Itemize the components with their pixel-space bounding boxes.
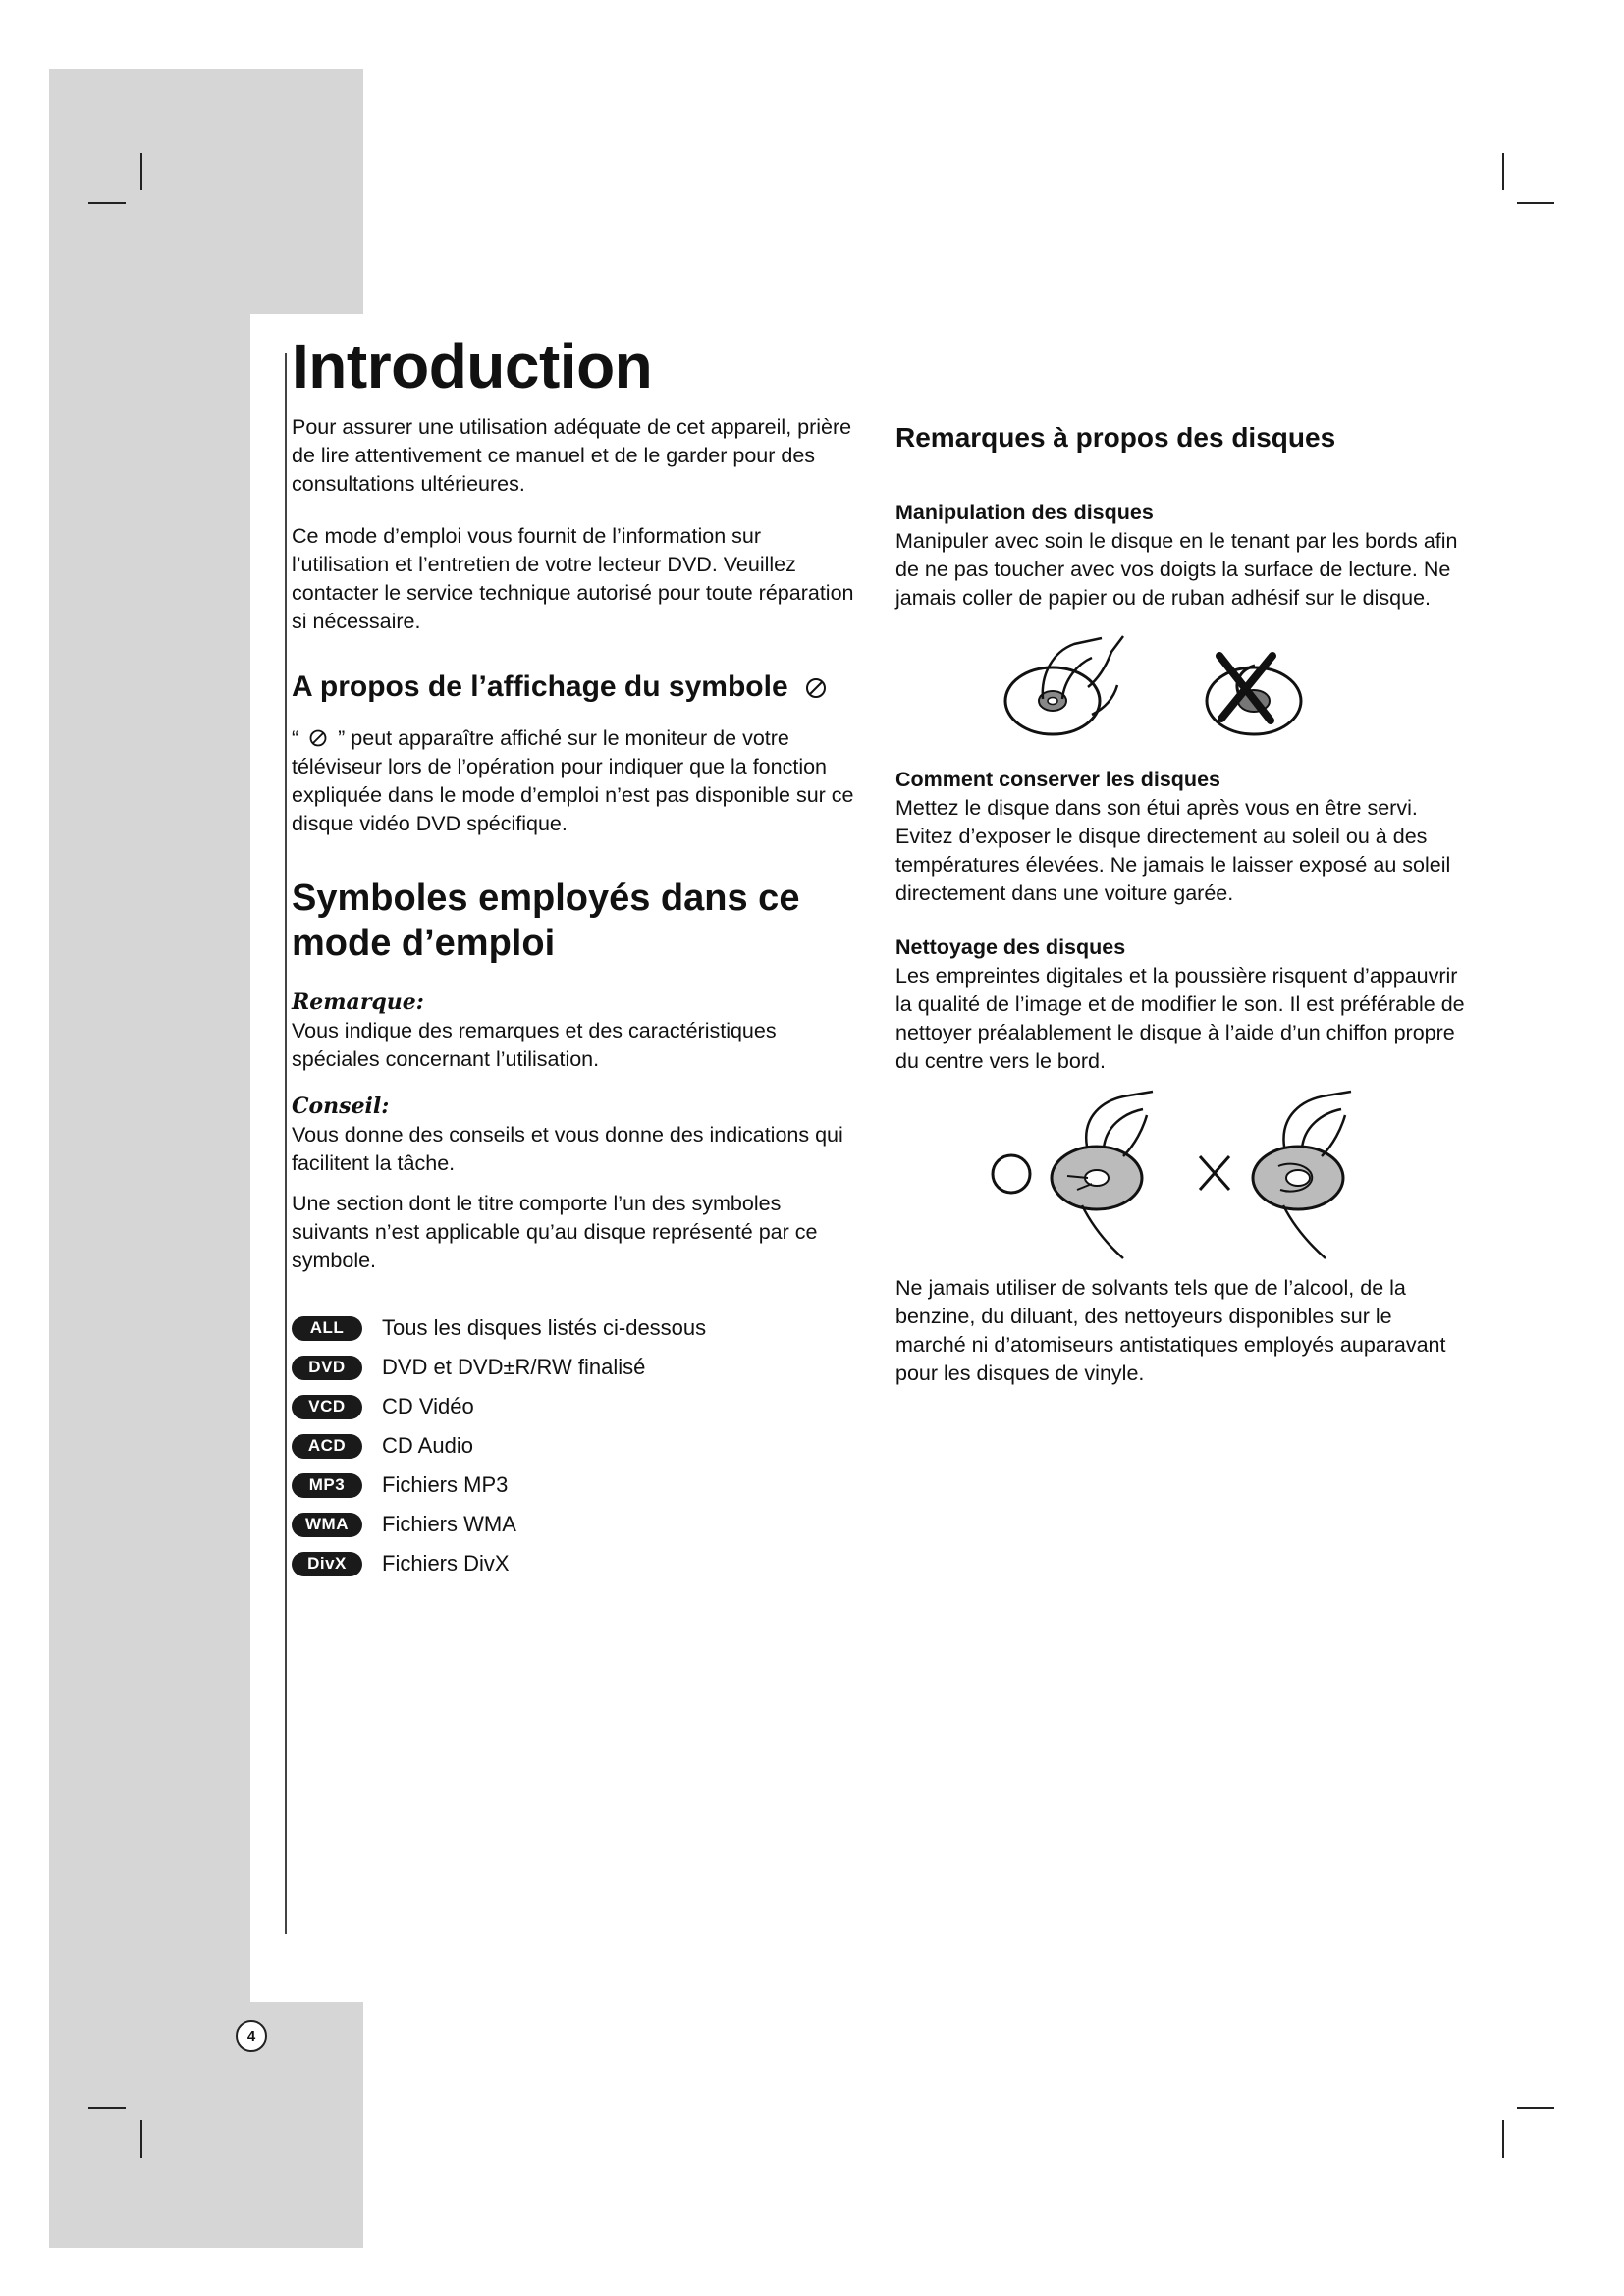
quote-open: “ xyxy=(292,726,299,751)
section-applicability-text: Une section dont le titre comporte l’un des symboles suivants n’est applicable qu’au disque représenté par ce symbole. xyxy=(292,1192,818,1273)
disc-badge: VCD xyxy=(292,1395,362,1419)
symbol-display-heading xyxy=(292,669,856,705)
crop-mark xyxy=(140,153,142,190)
symbol-display-text xyxy=(292,724,856,838)
disc-label: Fichiers DivX xyxy=(382,1551,510,1576)
handling-text: Manipuler avec soin le disque en le tenant par les bords afin de ne pas toucher avec vos doigts la surface de lecture. Ne jamais coller de papier ou de ruban adhésif sur le disque. xyxy=(895,529,1458,610)
margin-band-bottom xyxy=(49,2002,363,2248)
list-item xyxy=(292,1348,856,1387)
prohibited-icon xyxy=(804,676,828,700)
list-item xyxy=(292,1505,856,1544)
crop-mark xyxy=(1517,2107,1554,2109)
cleaning-title: Nettoyage des disques xyxy=(895,935,1126,959)
disc-badge: DivX xyxy=(292,1552,362,1576)
list-item xyxy=(292,1387,856,1426)
symbol-display-heading-text: A propos de l’affichage du symbole xyxy=(292,670,788,704)
left-column-rule xyxy=(285,353,287,1934)
storage-title: Comment conserver les disques xyxy=(895,768,1220,791)
list-item xyxy=(292,1466,856,1505)
disc-badge: MP3 xyxy=(292,1473,362,1498)
tip-title: Conseil: xyxy=(292,1094,390,1120)
left-column xyxy=(292,331,856,1583)
hand-holding-disc-icon xyxy=(1005,636,1123,734)
cleaning-text: Les empreintes digitales et la poussière risquent d’appauvrir la qualité de l’image et de modifier le son. Il est préférable de nettoyer préalablement le disque à l’aide d’un chiffon propre du centre vers le bord. xyxy=(895,964,1465,1073)
crop-mark xyxy=(1502,2120,1504,2158)
margin-band-side xyxy=(49,314,250,2002)
correct-mark-icon xyxy=(993,1155,1030,1193)
disc-label: Tous les disques listés ci-dessous xyxy=(382,1315,707,1341)
margin-band-top xyxy=(49,69,363,314)
disc-label: DVD et DVD±R/RW finalisé xyxy=(382,1355,646,1380)
hand-wiping-disc-circular-icon xyxy=(1253,1092,1351,1258)
intro-paragraph-1: Pour assurer une utilisation adéquate de cet appareil, prière de lire attentivement ce manuel et de le garder pour des consultations ultérieures. xyxy=(292,415,852,497)
remark-title: Remarque: xyxy=(292,989,424,1016)
page-number: 4 xyxy=(236,2020,267,2052)
crop-mark xyxy=(1502,153,1504,190)
disc-symbol-list xyxy=(292,1308,856,1583)
storage-text: Mettez le disque dans son étui après vous en être servi. Evitez d’exposer le disque directement au soleil ou à des températures élevées. Ne jamais le laisser exposé au soleil directement dans une voiture garée. xyxy=(895,796,1451,905)
solvent-warning-text: Ne jamais utiliser de solvants tels que de l’alcool, de la benzine, du diluant, des nettoyeurs disponibles sur le marché ni d’atomiseurs antistatiques employés auparavant pour les disques de vinyle. xyxy=(895,1276,1446,1385)
remark-text: Vous indique des remarques et des caractéristiques spéciales concernant l’utilisation. xyxy=(292,1019,777,1072)
wrong-handling-icon xyxy=(1207,656,1301,734)
symbol-display-body: ” peut apparaître affiché sur le moniteur de votre téléviseur lors de l’opération pour indiquer que la fonction expliquée dans le mode d’emploi n’est pas disponible sur ce disque vidéo DVD spécifique. xyxy=(292,726,854,836)
handling-title: Manipulation des disques xyxy=(895,501,1154,524)
disc-badge: ALL xyxy=(292,1316,362,1341)
crop-mark xyxy=(88,2107,126,2109)
list-item xyxy=(292,1308,856,1348)
symbols-heading: Symboles employés dans ce mode d’emploi xyxy=(292,878,800,965)
disc-label: CD Vidéo xyxy=(382,1394,474,1419)
intro-paragraph-2: Ce mode d’emploi vous fournit de l’information sur l’utilisation et l’entretien de votre lecteur DVD. Veuillez contacter le service technique autorisé pour toute réparation si nécessaire. xyxy=(292,524,854,634)
disc-label: CD Audio xyxy=(382,1433,473,1459)
disc-badge: WMA xyxy=(292,1513,362,1537)
page-title: Introduction xyxy=(292,331,653,401)
discs-heading: Remarques à propos des disques xyxy=(895,422,1336,453)
disc-label: Fichiers MP3 xyxy=(382,1472,509,1498)
list-item xyxy=(292,1426,856,1466)
crop-mark xyxy=(140,2120,142,2158)
wrong-mark-icon xyxy=(1200,1156,1229,1190)
prohibited-icon xyxy=(308,728,328,748)
list-item xyxy=(292,1544,856,1583)
crop-mark xyxy=(88,202,126,204)
disc-cleaning-illustration xyxy=(895,1088,1465,1264)
disc-badge: DVD xyxy=(292,1356,362,1380)
tip-text: Vous donne des conseils et vous donne des indications qui facilitent la tâche. xyxy=(292,1123,843,1176)
hand-wiping-disc-icon xyxy=(1052,1092,1153,1258)
disc-handling-illustration xyxy=(895,630,1465,748)
disc-badge: ACD xyxy=(292,1434,362,1459)
crop-mark xyxy=(1517,202,1554,204)
right-column xyxy=(895,422,1465,1388)
disc-label: Fichiers WMA xyxy=(382,1512,516,1537)
